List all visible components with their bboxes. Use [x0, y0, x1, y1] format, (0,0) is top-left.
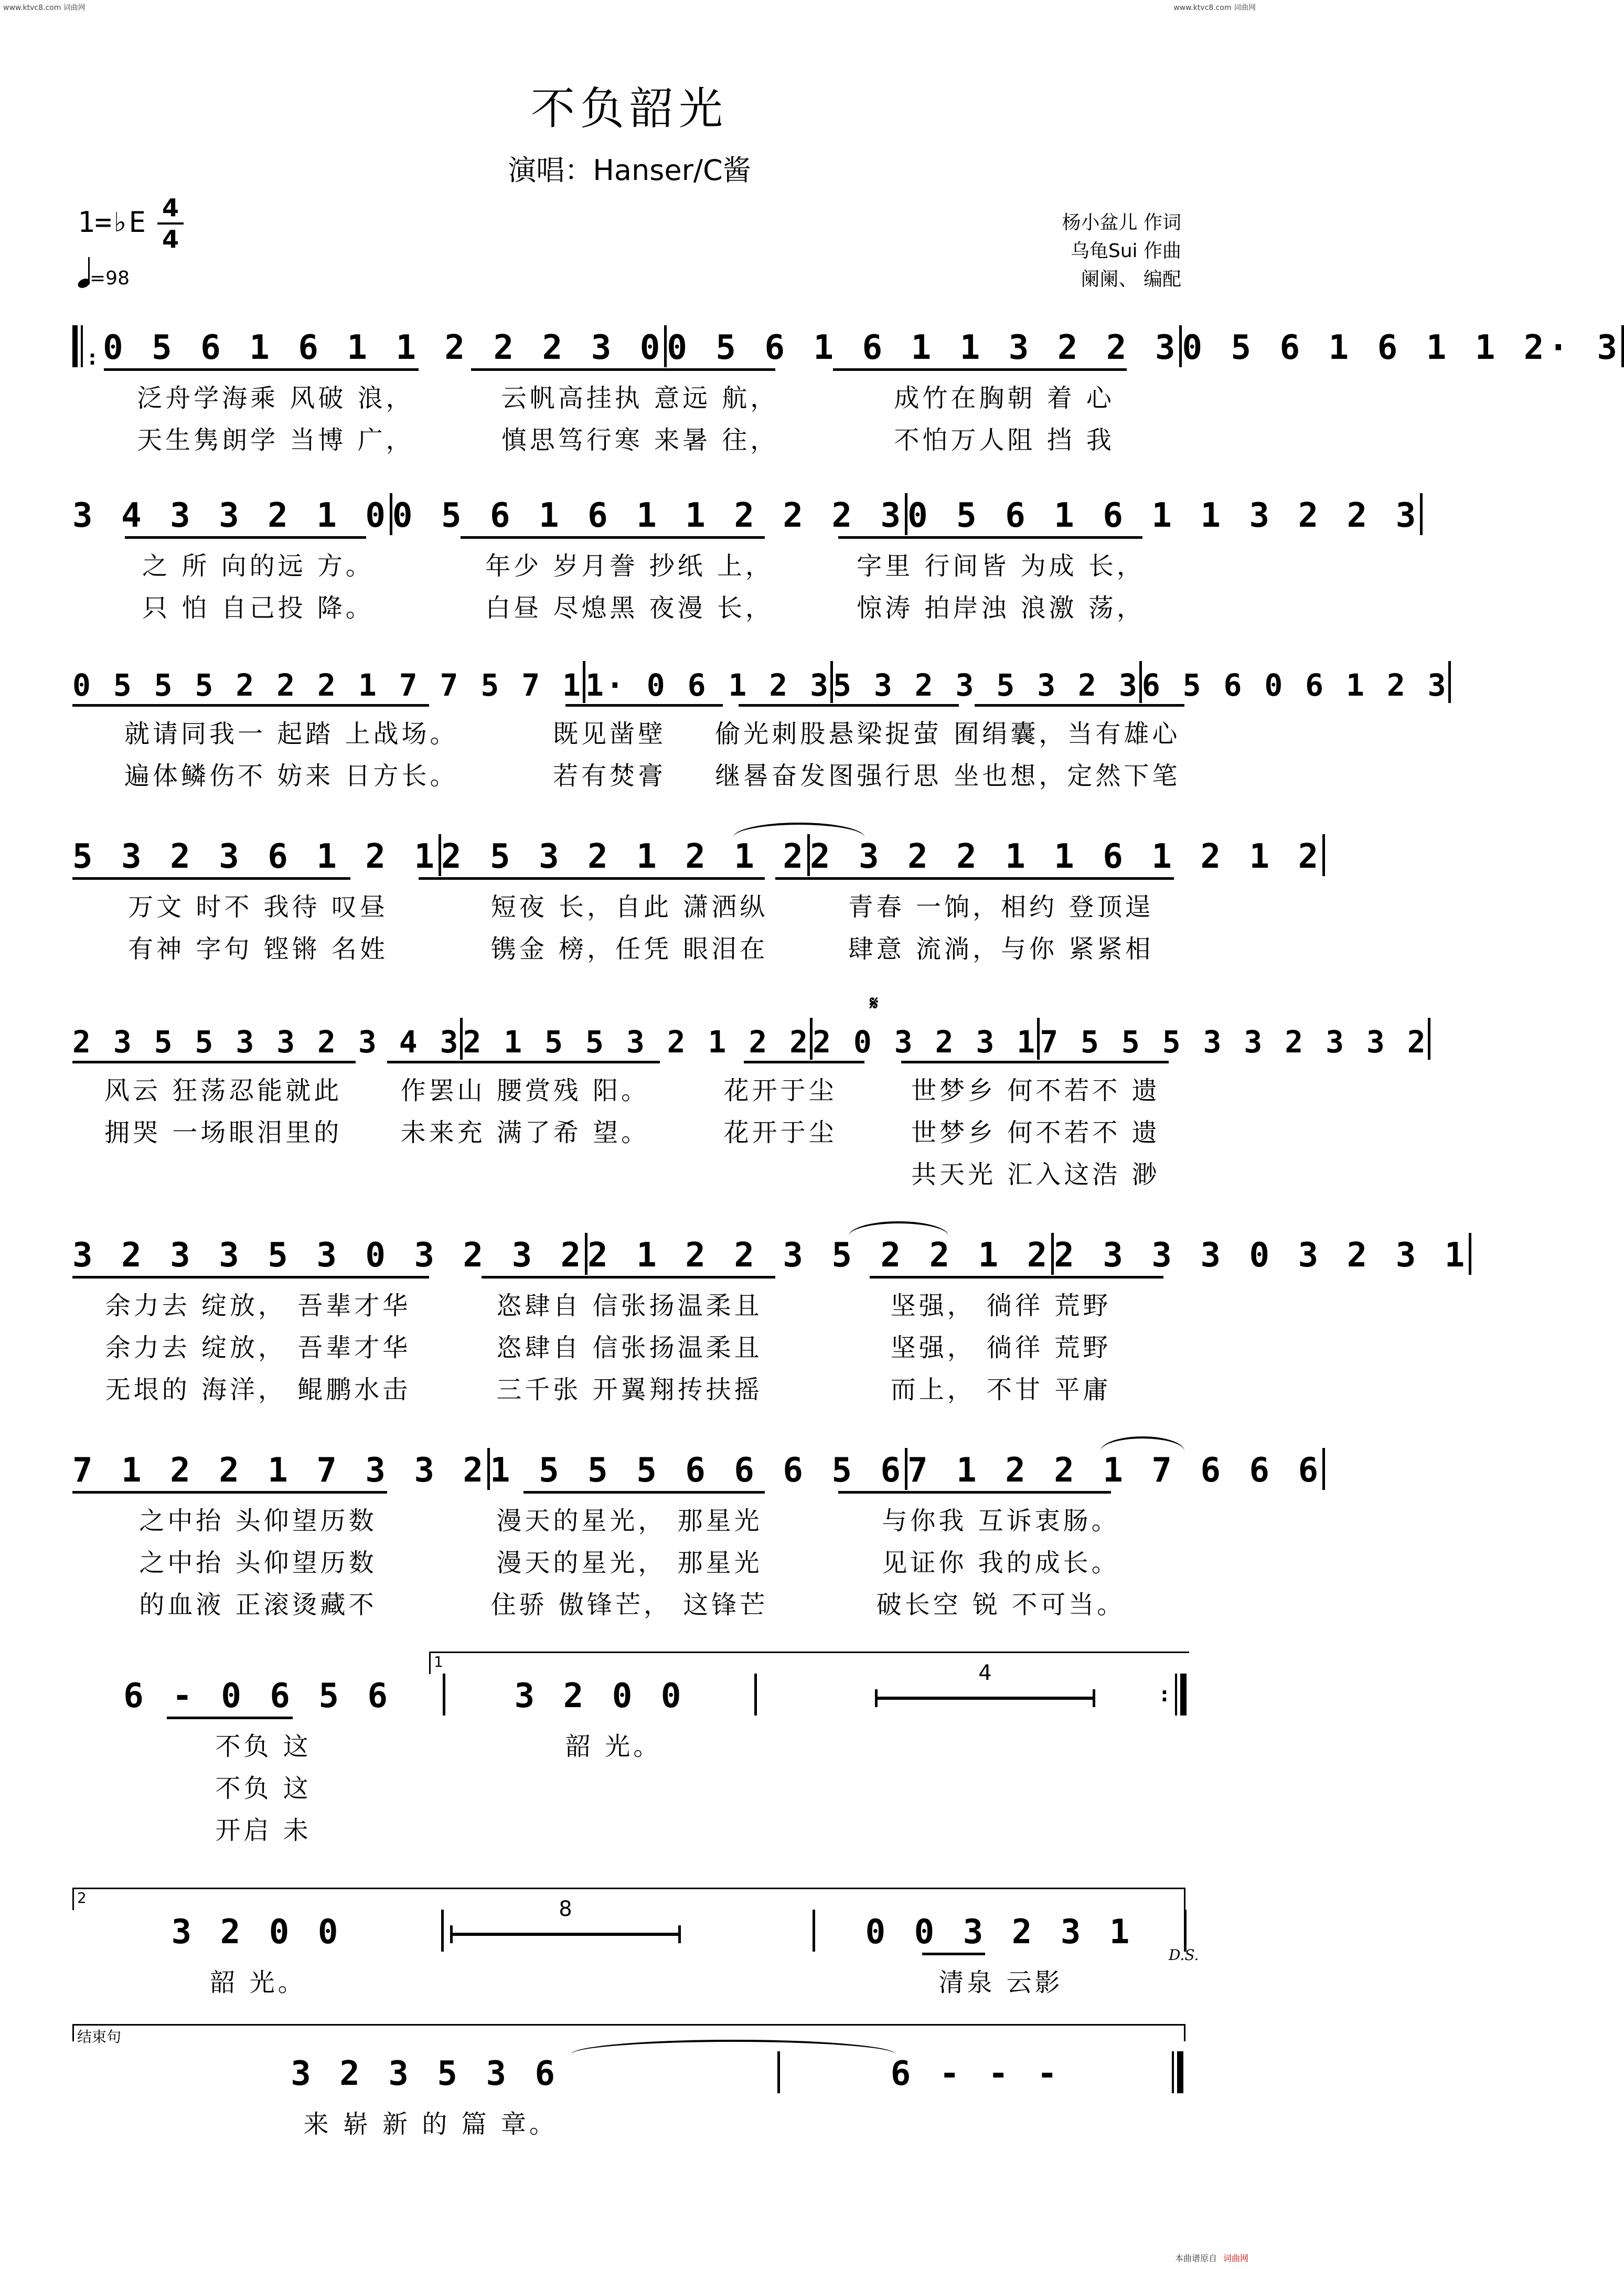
lyrics-row: [72, 1542, 1187, 1579]
song-title: 不负韶光: [530, 83, 728, 134]
lyric: 而上， 不甘 平庸: [890, 1375, 1112, 1404]
measure: 5 3 2 3 6 1 2 1: [72, 837, 439, 876]
score-line-3: [72, 656, 1448, 797]
credits: [1062, 209, 1181, 294]
beam-underline: [482, 1276, 775, 1279]
lyrics-row: [72, 1726, 1187, 1762]
meter-top: 4: [162, 194, 179, 222]
lyric: 青春 一饷，相约 登顶逞: [848, 892, 1154, 922]
measure: 6 - - -: [890, 2054, 1062, 2093]
lyric: [454, 1768, 773, 1804]
singer-line: 演唱：Hanser/C酱: [508, 154, 751, 187]
lyric: 若有焚膏: [553, 761, 667, 791]
lyric: 余力去 绽放， 吾辈才华: [105, 1291, 411, 1320]
rest-count: 4: [978, 1661, 992, 1685]
lyric: 惊涛 拍岸浊 浪激 荡，: [857, 593, 1145, 623]
measure: 0 5 6 1 6 1 1 3 2 2 3: [907, 496, 1420, 535]
lyric: [773, 1726, 1187, 1762]
notes-row: [72, 1443, 1323, 1490]
beam-underline: [461, 536, 765, 539]
lyric: [773, 1768, 1187, 1804]
measure: 7 5 5 5 3 3 2 3 3 2: [1040, 1024, 1428, 1060]
measure: 2 3 2 2 1 1 6 1 2 1 2: [809, 837, 1323, 876]
footer-brand[interactable]: 词曲网: [1223, 2253, 1248, 2263]
measure: 1· 0 6 1 2 3: [585, 667, 831, 703]
lyric: 成竹在胸朝 着 心: [894, 384, 1115, 413]
lyric: [788, 2104, 1187, 2140]
lyric: 泛舟学海乘 风破 浪，: [137, 384, 414, 413]
rest-count: 8: [559, 1897, 572, 1921]
beam-underline: [838, 536, 1142, 539]
lyric: 肆意 流淌，与你 紧紧相: [848, 934, 1154, 964]
lyrics-row: [72, 420, 1187, 456]
meter-bottom: 4: [162, 225, 179, 253]
final-barline: [1172, 2051, 1187, 2093]
lyric: 不怕万人阻 挡 我: [894, 425, 1115, 455]
site-mark-right: www.ktvc8.com 词曲网: [1173, 4, 1256, 12]
score-line-9: [72, 1889, 1199, 2009]
lyric: 坚强， 徜徉 荒野: [890, 1291, 1112, 1320]
footer: [1175, 2252, 1248, 2264]
lyrics-row: [72, 1154, 1187, 1190]
beam-underline: [72, 877, 350, 880]
composer: 乌龟Sui 作曲: [1070, 240, 1181, 262]
beam-underline: [838, 1491, 1111, 1494]
measure: 3 2 3 3 5 3 0 3 2 3 2: [72, 1236, 585, 1275]
score-line-6: [72, 1228, 1469, 1406]
lyrics-row: [72, 1327, 1187, 1363]
measure: 2 3 5 5 3 3 2 3 4 3: [72, 1024, 461, 1060]
lyric: 韶 光。: [565, 1732, 662, 1761]
lyric: [676, 1154, 885, 1190]
lyric: 清泉 云影: [938, 1968, 1063, 1997]
notes-row: [72, 2046, 1187, 2093]
measure: 0 0 3 2 3 1: [865, 1913, 1134, 1952]
lyric: 风云 狂荡忍能就此: [104, 1076, 343, 1105]
lyric: [773, 1810, 1187, 1846]
beam-underline: [72, 1061, 356, 1063]
lyrics-row: [72, 378, 1187, 414]
lyrics-row: [72, 1070, 1187, 1106]
repeat-start-barline: :: [72, 325, 103, 367]
lyric: 遍体鳞伤不 妨来 日方长。: [124, 761, 458, 791]
lyric: 拥哭 一场眼泪里的: [104, 1118, 343, 1147]
lyric: 天生隽朗学 当博 广，: [137, 425, 414, 455]
lyrics-row: [72, 1500, 1187, 1537]
lyric: 韶 光。: [210, 1968, 306, 1997]
measure: 0 5 5 5 2 2 2 1 7 7 5 7 1: [72, 667, 583, 703]
lyric: 坚强， 徜徉 荒野: [890, 1333, 1112, 1362]
score-line-5: [72, 992, 1428, 1196]
lyric: [454, 1810, 773, 1846]
measure: 6 - 0 6 5 6: [123, 1677, 392, 1716]
site-mark-left: www.ktvc8.com 词曲网: [3, 4, 86, 12]
lyric: 慎思笃行寒 来暑 往，: [501, 425, 779, 455]
score-line-1: [72, 320, 1622, 462]
notes-row: [72, 656, 1448, 703]
barline: [1428, 1018, 1430, 1060]
lyrics-row: [72, 1369, 1187, 1405]
beam-underline: [870, 1276, 1163, 1279]
measure: 2 5 3 2 1 2 1 2: [441, 837, 807, 876]
lyrics-row: [72, 546, 1187, 582]
beam-underline: [419, 877, 765, 880]
lyric: 之中抬 头仰望历数: [139, 1548, 377, 1578]
lyric: [444, 1962, 815, 1998]
measure: 7 1 2 2 1 7 6 6 6: [907, 1451, 1323, 1490]
lyric: 花开于尘: [723, 1076, 837, 1105]
measure: 3 4 3 3 2 1 0: [72, 496, 390, 535]
lyrics-row: [72, 1768, 1187, 1804]
meter-divider: [157, 222, 184, 225]
lyric: 字里 行间皆 为成 长，: [857, 551, 1145, 581]
lyric: 继晷奋发图强行思: [715, 761, 942, 791]
barline: [1420, 493, 1423, 535]
lyric: 未来充 满了希 望。: [400, 1118, 650, 1147]
lyrics-row: [72, 2104, 1187, 2140]
lyric: 住骄 傲锋芒， 这锋芒: [490, 1590, 768, 1620]
beam-underline: [104, 368, 419, 371]
barline: [1322, 834, 1325, 876]
lyrics-row: [72, 755, 1187, 792]
barline: [441, 1910, 444, 1952]
lyrics-row: [72, 1112, 1187, 1148]
barline: [1448, 661, 1451, 703]
measure: 0 5 6 1 6 1 1 2 2 2 3 0: [103, 328, 665, 367]
tempo-value: =98: [90, 268, 130, 289]
notes-row: [72, 488, 1420, 535]
measure: 2 3 3 3 0 3 2 3 1: [1054, 1236, 1469, 1275]
measure: 0 5 6 1 6 1 1 3 2 2 3: [667, 328, 1180, 367]
measure: 5 3 2 3 5 3 2 3: [833, 667, 1139, 703]
lyric: 作罢山 腰赏残 阳。: [400, 1076, 650, 1105]
lyrics-row: [72, 713, 1187, 750]
measure: 3 2 0 0: [514, 1677, 686, 1716]
measure: 6 5 6 0 6 1 2 3: [1141, 667, 1448, 703]
lyric: 云帆高挂执 意远 航，: [501, 384, 779, 413]
lyric: 有神 字句 铿锵 名姓: [128, 934, 388, 964]
lyric: 来 崭 新 的 篇 章。: [303, 2110, 558, 2139]
lyric: 世梦乡 何不若不 遗: [911, 1118, 1160, 1147]
measure: 3 2 0 0: [171, 1913, 343, 1952]
score-line-2: [72, 488, 1420, 630]
lyric: 偷光刺股悬梁捉萤: [715, 719, 942, 749]
beam-underline: [744, 1061, 864, 1063]
notes-row: [72, 320, 1622, 370]
lyric: 白昼 尽熄黑 夜漫 长，: [485, 593, 774, 623]
lyric: 年少 岁月誊 抄纸 上，: [485, 551, 774, 581]
lyric: 开启 未: [215, 1816, 312, 1845]
beam-underline: [775, 877, 1174, 880]
barline: [754, 1674, 757, 1716]
beam-underline: [833, 368, 1127, 371]
repeat-end-barline: :: [1158, 1674, 1187, 1716]
lyric: 只 怕 自己投 降。: [142, 593, 374, 623]
ending-bracket: [72, 2024, 1185, 2046]
lyric: 三千张 开翼翔抟扶摇: [496, 1375, 763, 1404]
score-line-8: [72, 1653, 1187, 1857]
measure: 2 0 3 2 3 1: [813, 1024, 1038, 1060]
notes-row: [72, 1013, 1428, 1060]
beam-underline: [565, 704, 723, 707]
beam-underline: [975, 704, 1184, 707]
ds-marking: D.S.: [1169, 1946, 1199, 1964]
measure: 2 1 5 5 3 2 1 2 2: [463, 1024, 810, 1060]
lyric: 短夜 长，自此 潇洒纵: [490, 892, 768, 922]
arranger: 阑阑、 编配: [1081, 269, 1181, 290]
time-signature: [157, 194, 184, 253]
measure: 0 5 6 1 6 1 1 2· 3: [1182, 328, 1622, 367]
lyric: 花开于尘: [723, 1118, 837, 1147]
lyric: 共天光 汇入这浩 渺: [911, 1160, 1160, 1189]
lyric: 漫天的星光， 那星光: [496, 1506, 763, 1536]
multi-measure-rest: [875, 1697, 1095, 1700]
lyric: 与你我 互诉衷肠。: [882, 1506, 1120, 1536]
beam-underline: [167, 1717, 293, 1719]
lyric: 破长空 锐 不可当。: [876, 1590, 1126, 1620]
multi-measure-rest: [450, 1933, 681, 1936]
lyric: 漫天的星光， 那星光: [496, 1548, 763, 1578]
measure: 7 1 2 2 1 7 3 3 2: [72, 1451, 488, 1490]
barline: [1469, 1233, 1471, 1275]
notes-row: [72, 829, 1323, 876]
measure: 3 2 3 5 3 6: [291, 2054, 560, 2093]
beam-underline: [471, 368, 775, 371]
lyric: [72, 1154, 374, 1190]
lyric: 之 所 向的远 方。: [142, 551, 374, 581]
lyric: 余力去 绽放， 吾辈才华: [105, 1333, 411, 1362]
beam-underline: [739, 704, 959, 707]
lyric: 恣肆自 信张扬温柔且: [496, 1291, 763, 1320]
beam-underline: [922, 1953, 985, 1955]
lyrics-row: [72, 1584, 1187, 1621]
lyric: 囿绢囊，当有雄心: [954, 719, 1181, 749]
lyrics-row: [72, 887, 1187, 923]
measure: 2 1 2 2 3 5 2 2 1 2: [587, 1236, 1052, 1275]
tempo-marking: [78, 257, 130, 289]
lyrics-row: [72, 1810, 1187, 1846]
beam-underline: [387, 1061, 660, 1063]
lyric: 无垠的 海洋， 鲲鹏水击: [105, 1375, 411, 1404]
score-line-4: [72, 829, 1323, 971]
beam-underline: [72, 1276, 429, 1279]
score-line-7: [72, 1443, 1323, 1621]
barline: [1184, 1910, 1187, 1952]
ending-label: 结束句: [77, 2028, 122, 2046]
lyric: 见证你 我的成长。: [882, 1548, 1120, 1578]
lyrics-row: [72, 1285, 1187, 1322]
barline: [1322, 1448, 1325, 1490]
footer-text: 本曲谱原自: [1174, 2253, 1217, 2263]
lyrics-row: [72, 588, 1187, 624]
measure: 0 5 6 1 6 1 1 2 2 2 3: [392, 496, 905, 535]
barline: [1621, 325, 1624, 367]
beam-underline: [72, 1491, 387, 1494]
lyricist: 杨小盆儿 作词: [1062, 212, 1181, 233]
beam-underline: [72, 704, 429, 707]
lyric: 恣肆自 信张扬温柔且: [496, 1333, 763, 1362]
lyrics-row: [72, 929, 1187, 965]
lyric: [374, 1154, 676, 1190]
key-signature: 1=♭E: [78, 206, 146, 239]
lyrics-row: [72, 1962, 1187, 1998]
notes-row: [72, 1228, 1469, 1275]
lyric: 不负 这: [215, 1732, 312, 1761]
lyric: 坐也想，定然下笔: [954, 761, 1181, 791]
score-line-10: [72, 2028, 1187, 2151]
lyric: 不负 这: [215, 1774, 312, 1803]
lyric: 世梦乡 何不若不 遗: [911, 1076, 1160, 1105]
lyric: 万文 时不 我待 叹昼: [128, 892, 388, 922]
lyric: 就请同我一 起踏 上战场。: [124, 719, 458, 749]
lyric: 镌金 榜，任凭 眼泪在: [490, 934, 768, 964]
beam-underline: [125, 536, 366, 539]
lyric: 的血液 正滚烫藏不: [139, 1590, 377, 1620]
volta-number: 2: [77, 1889, 87, 1906]
beam-underline: [901, 1061, 1169, 1063]
segno-icon: 𝄋: [870, 992, 879, 1015]
lyric: 既见凿壁: [553, 719, 667, 749]
lyric: 之中抬 头仰望历数: [139, 1506, 377, 1536]
beam-underline: [523, 1491, 765, 1494]
volta-number: 1: [434, 1653, 443, 1670]
measure: 1 5 5 5 6 6 6 5 6: [490, 1451, 905, 1490]
